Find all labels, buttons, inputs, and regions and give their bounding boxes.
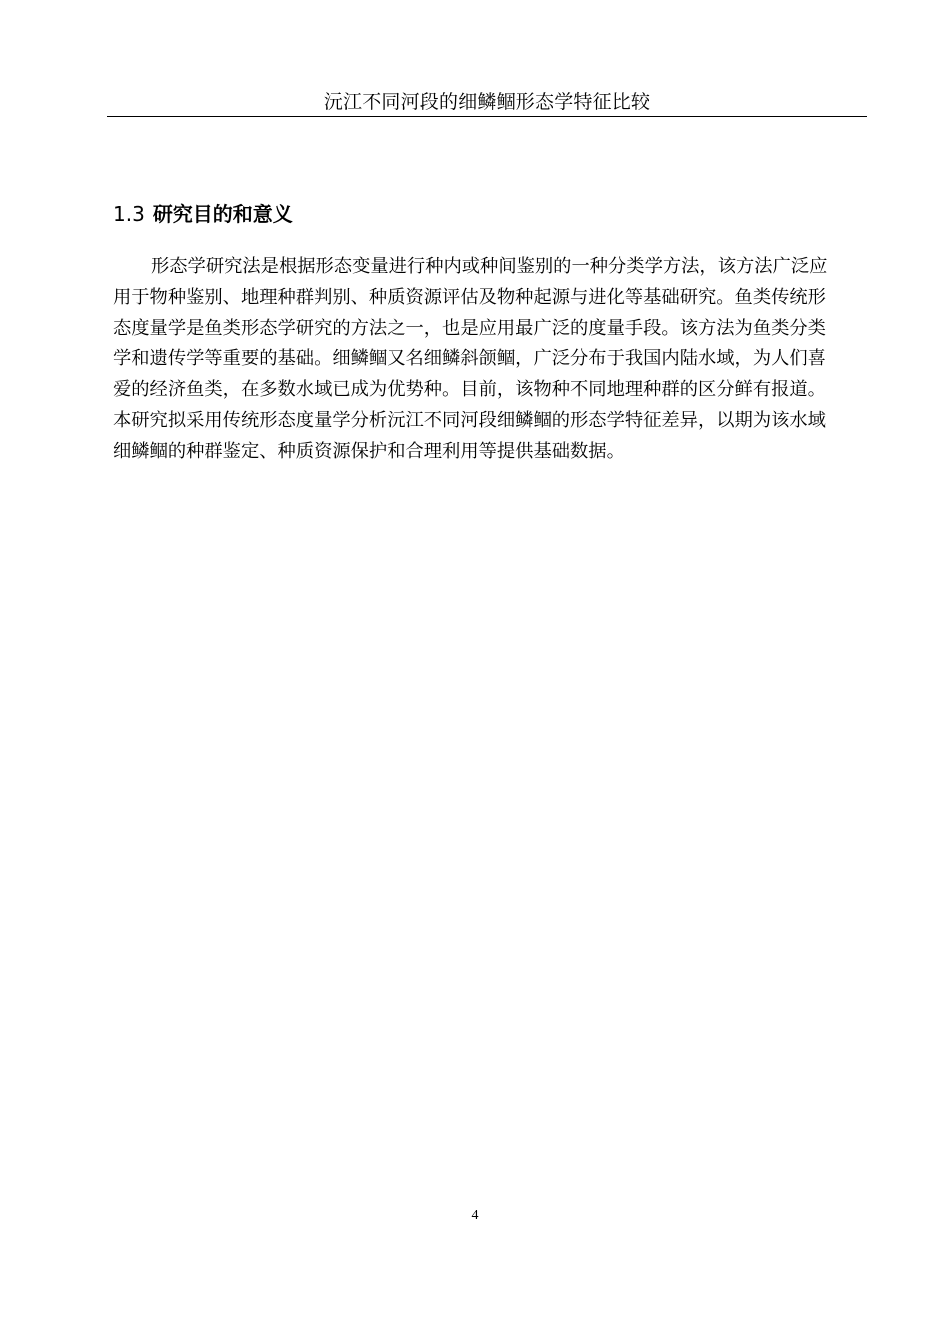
section-title: 研究目的和意义 <box>152 202 293 226</box>
paragraph-line: 态度量学是鱼类形态学研究的方法之一，也是应用最广泛的度量手段。该方法为鱼类分类 <box>113 317 826 339</box>
section-number: 1.3 <box>113 202 145 226</box>
paragraph-line: 学和遗传学等重要的基础。细鳞鲴又名细鳞斜颌鲴，广泛分布于我国内陆水域，为人们喜 <box>113 348 826 370</box>
header-divider <box>107 116 867 117</box>
paragraph-line: 细鳞鲴的种群鉴定、种质资源保护和合理利用等提供基础数据。 <box>113 440 625 462</box>
section-heading <box>113 201 293 227</box>
paragraph-line: 爱的经济鱼类，在多数水域已成为优势种。目前，该物种不同地理种群的区分鲜有报道。 <box>113 379 826 401</box>
paragraph-line: 本研究拟采用传统形态度量学分析沅江不同河段细鳞鲴的形态学特征差异，以期为该水域 <box>113 409 826 431</box>
body-paragraph <box>113 252 863 468</box>
paragraph-line: 形态学研究法是根据形态变量进行种内或种间鉴别的一种分类学方法，该方法广泛应 <box>151 256 828 277</box>
page-number: 4 <box>471 1208 479 1223</box>
paragraph-line: 用于物种鉴别、地理种群判别、种质资源评估及物种起源与进化等基础研究。鱼类传统形 <box>113 286 826 308</box>
running-header-title: 沅江不同河段的细鳞鲴形态学特征比较 <box>323 91 651 113</box>
